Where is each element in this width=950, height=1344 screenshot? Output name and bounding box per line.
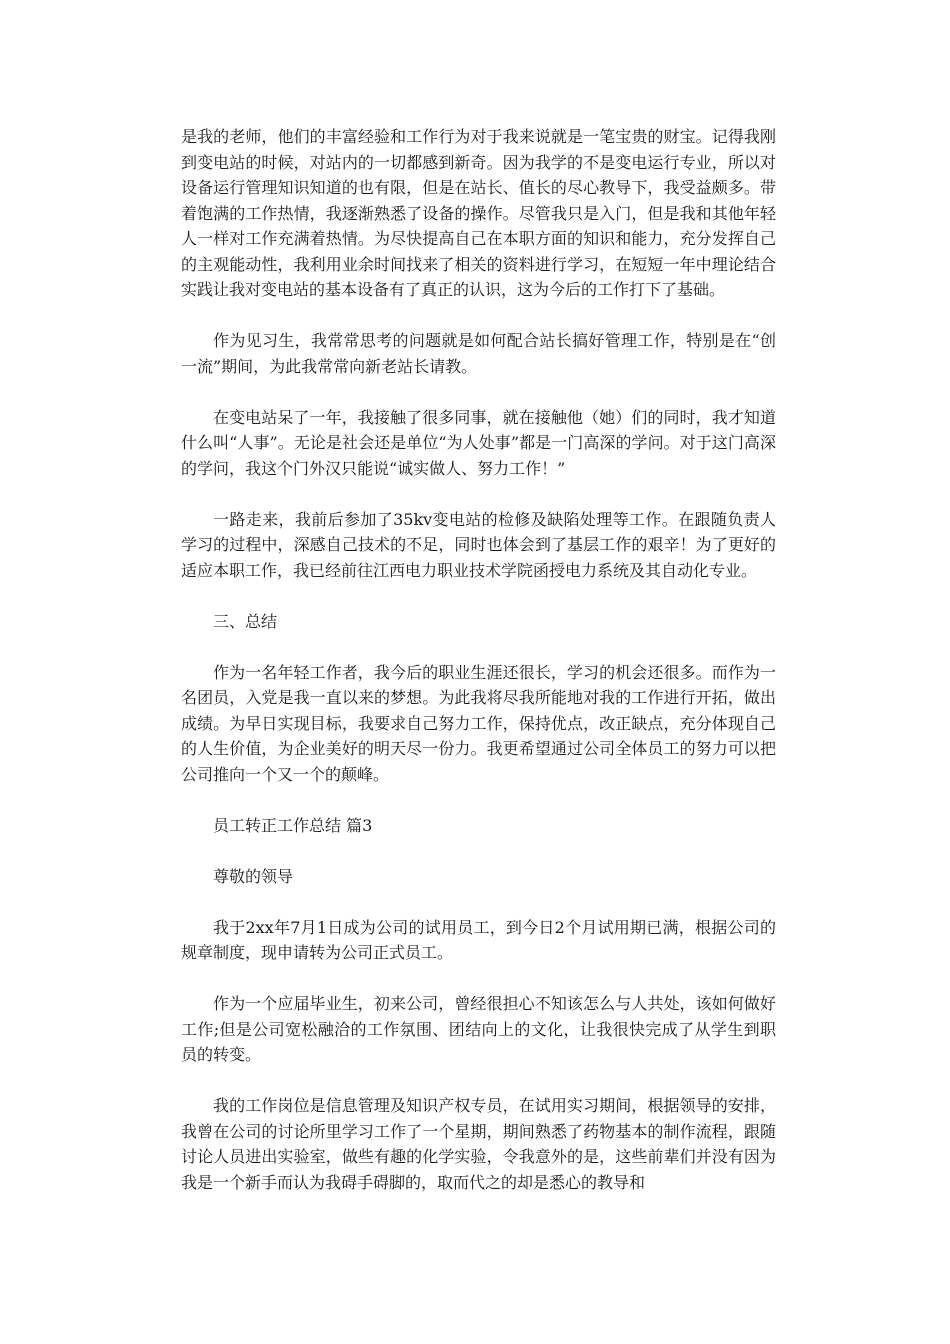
salutation: 尊敬的领导 xyxy=(213,866,294,886)
paragraph-4: 一路走来，我前后参加了35kv变电站的检修及缺陷处理等工作。在跟随负责人学习的过程中，深感自己技术的不足，同时也体会到了基层工作的艰辛！为了更好的适应本职工作，我已经前往江西电力职业技术学院函授电力系统及其自动化专业。 xyxy=(181,509,776,580)
paragraph-3: 在变电站呆了一年，我接触了很多同事，就在接触他（她）们的同时，我才知道什么叫“人事”。无论是社会还是单位“为人处事”都是一门高深的学问。对于这门高深的学问，我这个门外汉只能说“诚实做人、努力工作！” xyxy=(181,407,776,478)
paragraph-10: 作为一个应届毕业生，初来公司，曾经很担心不知该怎么与人共处，该如何做好工作;但是公司宽松融洽的工作氛围、团结向上的文化，让我很快完成了从学生到职员的转变。 xyxy=(181,994,776,1064)
paragraph-9: 我于2xx年7月1日成为公司的试用员工，到今日2个月试用期已满，根据公司的规章制度，现申请转为公司正式员工。 xyxy=(181,917,776,962)
section-heading-summary: 三、总结 xyxy=(213,611,278,631)
paragraph-1: 是我的老师，他们的丰富经验和工作行为对于我来说就是一笔宝贵的财宝。记得我刚到变电站的时候，对站内的一切都感到新奇。因为我学的不是变电运行专业，所以对设备运行管理知识知道的也有限，但是在站长、值长的尽心教导下，我受益颇多。带着饱满的工作热情，我逐渐熟悉了设备的操作。尽管我只是入门，但是我和其他年轻人一样对工作充满着热情。为尽快提高自己在本职方面的知识和能力，充分发挥自己的主观能动性，我利用业余时间找来了相关的资料进行学习，在短短一年中理论结合实践让我对变电站的基本设备有了真正的认识，这为今后的工作打下了基础。 xyxy=(181,127,776,299)
article-title: 员工转正工作总结 篇3 xyxy=(213,815,373,835)
paragraph-6: 作为一名年轻工作者，我今后的职业生涯还很长，学习的机会还很多。而作为一名团员，入党是我一直以来的梦想。为此我将尽我所能地对我的工作进行开拓，做出成绩。为早日实现目标，我要求自己努力工作，保持优点，改正缺点，充分体现自己的人生价值，为企业美好的明天尽一份力。我更希望通过公司全体员工的努力可以把公司推向一个又一个的颠峰。 xyxy=(181,662,776,784)
paragraph-11: 我的工作岗位是信息管理及知识产权专员，在试用实习期间，根据领导的安排，我曾在公司的讨论所里学习工作了一个星期，期间熟悉了药物基本的制作流程，跟随讨论人员进出实验室，做些有趣的化学实验，令我意外的是，这些前辈们并没有因为我是一个新手而认为我碍手碍脚的，取而代之的却是悉心的教导和 xyxy=(181,1096,776,1192)
paragraph-2: 作为见习生，我常常思考的问题就是如何配合站长搞好管理工作，特别是在“创一流”期间，为此我常常向新老站长请教。 xyxy=(181,331,776,376)
document-page xyxy=(181,124,776,1221)
